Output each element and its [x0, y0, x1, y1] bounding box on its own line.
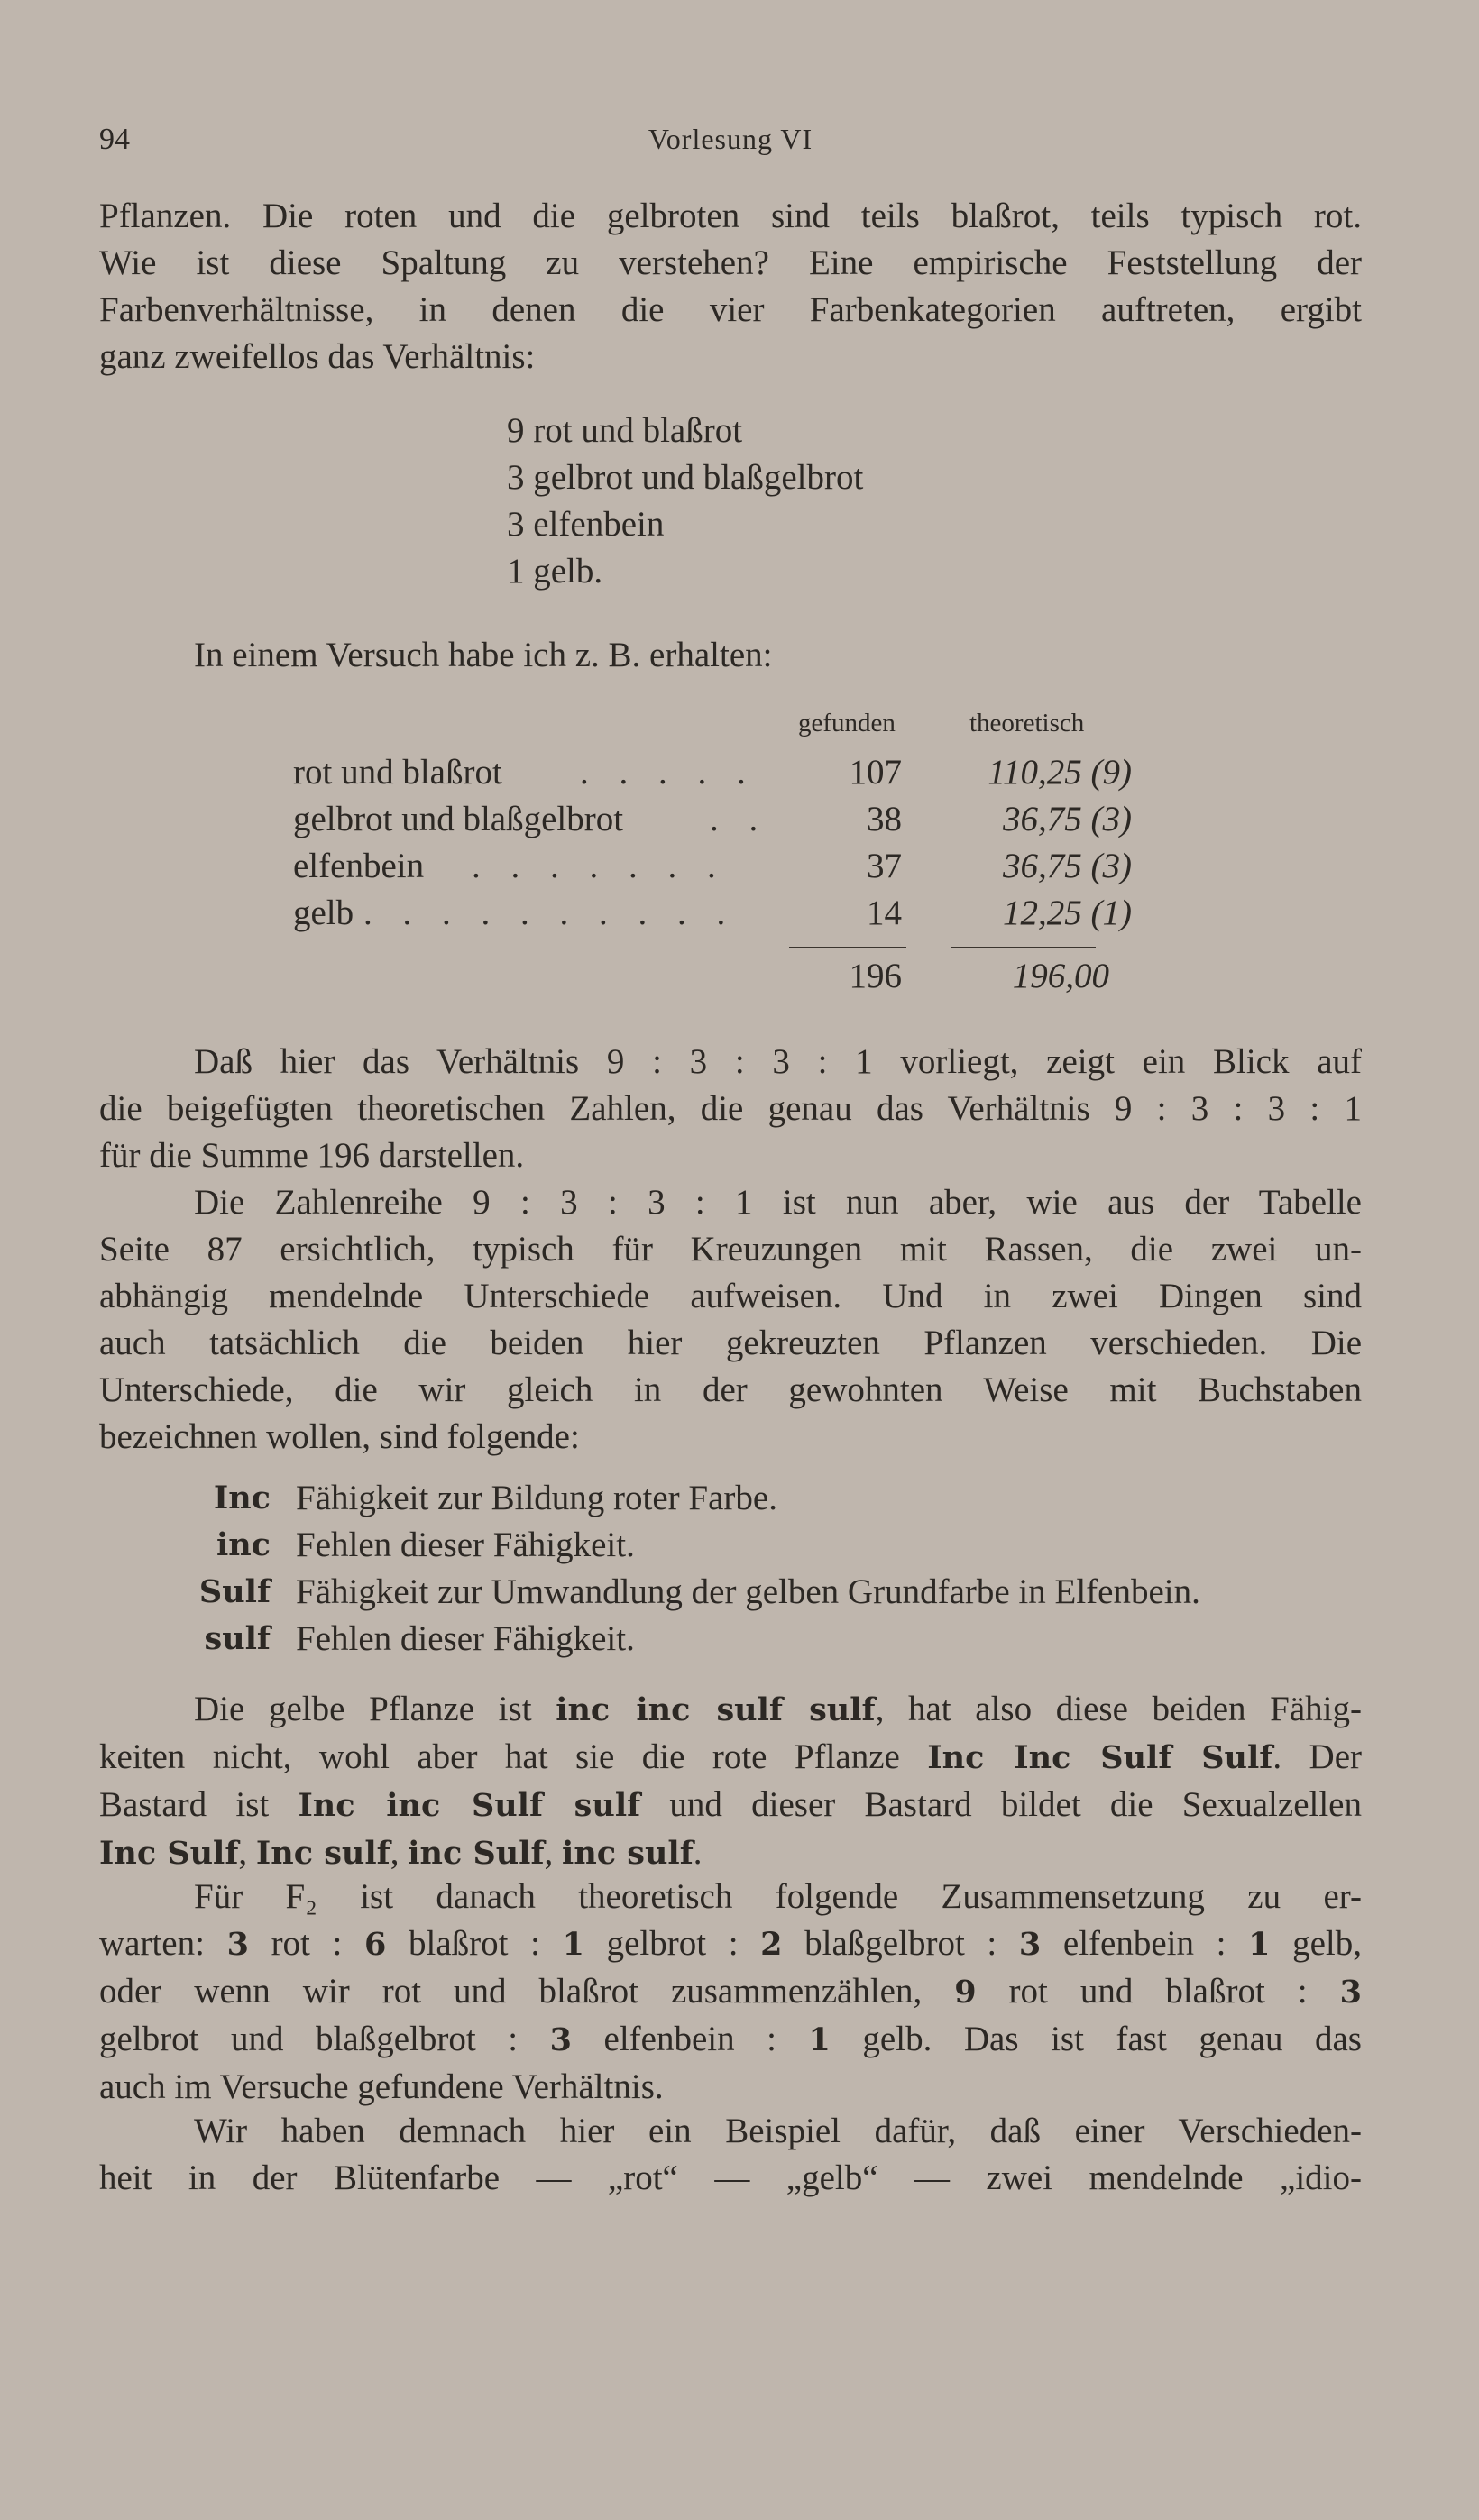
- page-header: [99, 123, 1362, 168]
- ratio-number: 1: [808, 2021, 831, 2058]
- experiment-intro: In einem Versuch habe ich z. B. erhalten:: [194, 636, 773, 674]
- theoretical-value: 110,25 (9): [988, 753, 1132, 792]
- table-total-row: [293, 956, 1195, 1003]
- gamete-formula: inc sulf: [562, 1835, 694, 1872]
- ratio-list: [507, 408, 863, 595]
- text-span: rot :: [248, 1924, 365, 1963]
- paragraph-5: [99, 1874, 1362, 2111]
- text-span: keiten nicht, wohl aber hat sie die rote Pflanze: [99, 1737, 928, 1776]
- text-span: gelbrot :: [583, 1924, 761, 1963]
- text-line: auch im Versuche gefundene Verhältnis.: [99, 2067, 664, 2106]
- total-theoretical: 196,00: [1012, 957, 1109, 995]
- gamete-formula: inc Sulf: [408, 1835, 545, 1872]
- text-line: Unterschiede, die wir gleich in der gewohnten Weise mit Buchstaben: [99, 1370, 1362, 1409]
- text-span: gelb. Das ist fast genau das: [830, 2020, 1362, 2058]
- text-span: gelbrot und blaßgelbrot :: [99, 2020, 550, 2058]
- text-line: die beigefügten theoretischen Zahlen, die genau das Verhältnis 9 : 3 : 3 : 1: [99, 1089, 1362, 1128]
- ratio-item: 3 elfenbein: [507, 505, 665, 544]
- text-span: Die gelbe Pflanze ist: [194, 1690, 556, 1728]
- text-line: bezeichnen wollen, sind folgende:: [99, 1417, 580, 1456]
- factor-symbol: Inc: [213, 1480, 271, 1517]
- text-span: ,: [238, 1833, 256, 1872]
- ratio-number: 2: [760, 1926, 783, 1963]
- text-line: ganz zweifellos das Verhältnis:: [99, 337, 536, 376]
- factor-symbol: sulf: [204, 1620, 271, 1657]
- text-span: rot und blaßrot :: [976, 1972, 1340, 2011]
- ratio-item: 1 gelb.: [507, 552, 603, 591]
- factor-description: Fähigkeit zur Bildung roter Farbe.: [296, 1479, 777, 1517]
- column-header-theoretical: theoretisch: [969, 709, 1085, 738]
- text-span: blaßrot :: [386, 1924, 563, 1963]
- factor-description: Fehlen dieser Fähigkeit.: [296, 1526, 635, 1564]
- text-line: [99, 1920, 1362, 1968]
- text-line: Wie ist diese Spaltung zu verstehen? Eine empirische Feststellung der: [99, 243, 1362, 282]
- ratio-number: 3: [549, 2021, 572, 2058]
- text-span: ,: [544, 1833, 563, 1872]
- ratio-item: 3 gelbrot und blaßgelbrot: [507, 458, 864, 497]
- ratio-number: 3: [1339, 1974, 1362, 2011]
- found-value: 37: [867, 847, 902, 885]
- factor-description: Fähigkeit zur Umwandlung der gelben Grundfarbe in Elfenbein.: [296, 1572, 1200, 1611]
- ratio-number: 1: [1248, 1926, 1271, 1963]
- row-label: gelb: [293, 893, 354, 932]
- text-line: Für F₂ ist danach theoretisch folgende Zusammensetzung zu er-: [194, 1877, 1362, 1916]
- text-line: [99, 2016, 1362, 2064]
- text-span: oder wenn wir rot und blaßrot zusammenzählen,: [99, 1972, 955, 2011]
- gamete-formula: Inc Sulf: [99, 1835, 239, 1872]
- column-header-found: gefunden: [798, 709, 896, 738]
- paragraph-3: [99, 1179, 1362, 1461]
- page-number: 94: [99, 123, 130, 156]
- leader-dots: . .: [710, 800, 769, 838]
- table-row: [293, 752, 1195, 799]
- text-line: Die Zahlenreihe 9 : 3 : 3 : 1 ist nun aber, wie aus der Tabelle: [194, 1183, 1362, 1222]
- text-line: Seite 87 ersichtlich, typisch für Kreuzungen mit Rassen, die zwei un-: [99, 1230, 1362, 1269]
- text-line: [99, 1968, 1362, 2016]
- text-span: elfenbein :: [1041, 1924, 1249, 1963]
- text-span: warten:: [99, 1924, 227, 1963]
- leader-dots: . . . . . . . . . .: [363, 893, 737, 932]
- text-span: .: [693, 1833, 703, 1872]
- text-span: gelb,: [1270, 1924, 1362, 1963]
- theoretical-value: 36,75 (3): [1003, 800, 1132, 838]
- text-span: . Der: [1272, 1737, 1362, 1776]
- text-line: Pflanzen. Die roten und die gelbroten sind teils blaßrot, teils typisch rot.: [99, 197, 1362, 235]
- text-line: heit in der Blütenfarbe — „rot“ — „gelb“ — zwei mendelnde „idio-: [99, 2158, 1362, 2197]
- running-head: Vorlesung VI: [648, 123, 813, 155]
- ratio-item: 9 rot und blaßrot: [507, 411, 743, 450]
- ratio-number: 3: [226, 1926, 249, 1963]
- theoretical-value: 36,75 (3): [1003, 847, 1132, 885]
- paragraph-4: [99, 1686, 1362, 1877]
- text-line: [99, 1734, 1362, 1782]
- paragraph-1: [99, 193, 1362, 380]
- found-value: 14: [867, 893, 902, 932]
- text-span: Bastard ist: [99, 1785, 299, 1824]
- ratio-number: 9: [954, 1974, 977, 2011]
- text-line: [99, 1686, 1362, 1734]
- text-span: und dieser Bastard bildet die Sexualzellen: [640, 1785, 1362, 1824]
- text-line: [99, 1829, 1362, 1877]
- text-line: Wir haben demnach hier ein Beispiel dafür, daß einer Verschieden-: [194, 2112, 1362, 2150]
- paragraph-6: [99, 2108, 1362, 2202]
- text-line: auch tatsächlich die beiden hier gekreuzten Pflanzen verschieden. Die: [99, 1324, 1362, 1362]
- genotype-formula: inc inc sulf sulf: [556, 1691, 876, 1728]
- text-line: für die Summe 196 darstellen.: [99, 1136, 525, 1175]
- text-span: ,: [390, 1833, 409, 1872]
- found-value: 38: [867, 800, 902, 838]
- leader-dots: . . . . . . .: [472, 847, 727, 885]
- genotype-formula: Inc Inc Sulf Sulf: [927, 1739, 1273, 1776]
- text-line: Farbenverhältnisse, in denen die vier Farbenkategorien auftreten, ergibt: [99, 290, 1362, 329]
- sum-rule: [789, 947, 906, 948]
- text-span: blaßgelbrot :: [782, 1924, 1019, 1963]
- found-value: 107: [849, 753, 902, 792]
- factor-symbol: Sulf: [198, 1573, 271, 1610]
- text-line: Daß hier das Verhältnis 9 : 3 : 3 : 1 vorliegt, zeigt ein Blick auf: [194, 1042, 1362, 1081]
- text-span: elfenbein :: [571, 2020, 809, 2058]
- text-line: abhängig mendelnde Unterschiede aufweisen. Und in zwei Dingen sind: [99, 1277, 1362, 1315]
- factor-description: Fehlen dieser Fähigkeit.: [296, 1619, 635, 1658]
- row-label: rot und blaßrot: [293, 753, 502, 792]
- table-row: [293, 799, 1195, 846]
- table-row: [293, 893, 1195, 939]
- sum-rule: [951, 947, 1096, 948]
- theoretical-value: 12,25 (1): [1003, 893, 1132, 932]
- results-table: [293, 709, 1195, 997]
- row-label: elfenbein: [293, 847, 425, 885]
- genotype-formula: Inc inc Sulf sulf: [298, 1787, 641, 1824]
- paragraph-2: [99, 1039, 1362, 1179]
- ratio-number: 1: [562, 1926, 584, 1963]
- table-row: [293, 846, 1195, 893]
- text-line: [99, 1782, 1362, 1829]
- ratio-number: 6: [364, 1926, 387, 1963]
- total-found: 196: [849, 957, 902, 995]
- factor-symbol: inc: [216, 1526, 271, 1563]
- row-label: gelbrot und blaßgelbrot: [293, 800, 624, 838]
- text-span: , hat also diese beiden Fähig-: [875, 1690, 1362, 1728]
- leader-dots: . . . . .: [580, 753, 757, 792]
- ratio-number: 3: [1018, 1926, 1042, 1963]
- gamete-formula: Inc sulf: [255, 1835, 390, 1872]
